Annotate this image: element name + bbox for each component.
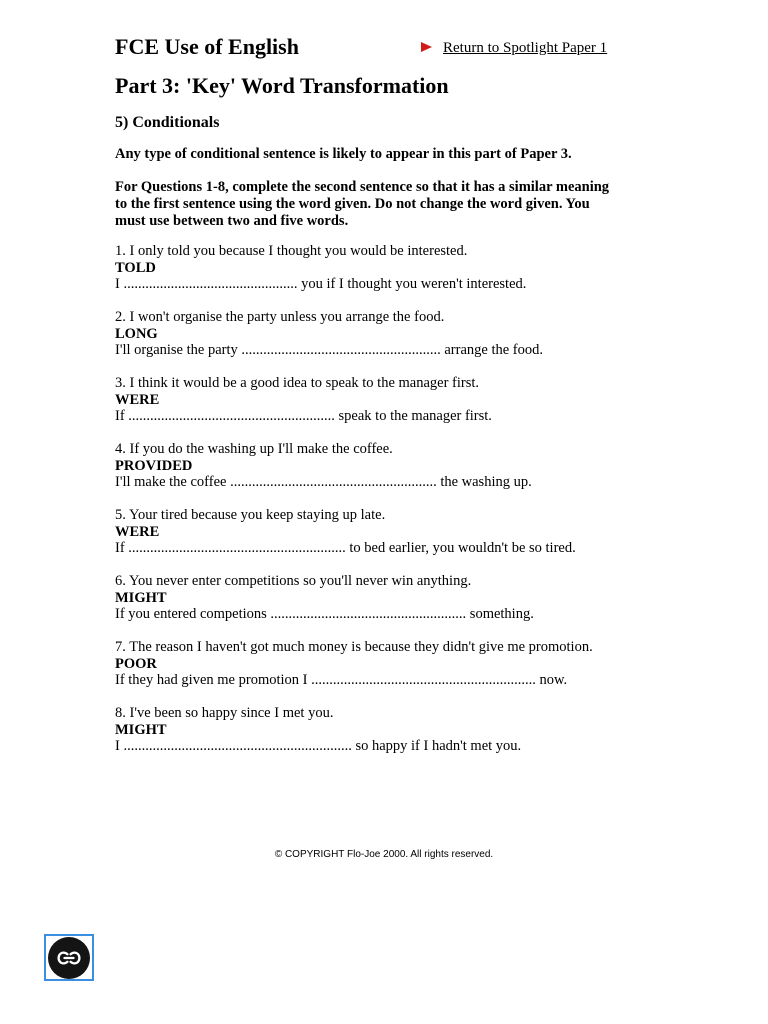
question-list	[115, 243, 625, 771]
question-keyword: LONG	[115, 325, 158, 342]
badge-circle	[48, 937, 90, 979]
question-keyword: WERE	[115, 523, 160, 540]
copyright-notice: © COPYRIGHT Flo-Joe 2000. All rights reserved.	[274, 849, 494, 860]
question-answer-line: If they had given me promotion I .............................................................. now.	[115, 672, 568, 688]
question-answer-line: If you entered competions ...................................................... something.	[115, 606, 534, 622]
question-item	[115, 441, 625, 491]
instructions-text: For Questions 1-8, complete the second sentence so that it has a similar meaning to the first sentence using the word given. Do not change the word given. You must use between two and five words.	[115, 179, 610, 229]
question-item	[115, 375, 625, 425]
question-keyword: PROVIDED	[115, 457, 193, 474]
return-to-spotlight-link[interactable]: Return to Spotlight Paper 1	[443, 40, 608, 56]
question-item	[115, 573, 625, 623]
question-sentence: 1. I only told you because I thought you would be interested.	[115, 243, 468, 259]
question-sentence: 2. I won't organise the party unless you arrange the food.	[115, 309, 445, 325]
question-item	[115, 507, 625, 557]
question-keyword: MIGHT	[115, 589, 167, 606]
question-sentence: 4. If you do the washing up I'll make the coffee.	[115, 441, 393, 457]
floating-badge-button[interactable]	[44, 934, 94, 981]
section-title: 5) Conditionals	[115, 114, 220, 131]
intro-text: Any type of conditional sentence is likely to appear in this part of Paper 3.	[115, 146, 572, 162]
question-item	[115, 639, 625, 689]
question-keyword: WERE	[115, 391, 160, 408]
question-item	[115, 705, 625, 755]
site-title: FCE Use of English	[115, 34, 299, 59]
question-keyword: POOR	[115, 655, 157, 672]
part-title: Part 3: 'Key' Word Transformation	[115, 73, 449, 98]
question-answer-line: I ............................................................... so happy if I hadn't met you.	[115, 738, 522, 754]
infinity-link-icon	[57, 950, 81, 966]
question-sentence: 8. I've been so happy since I met you.	[115, 705, 334, 721]
question-keyword: TOLD	[115, 259, 156, 276]
question-sentence: 7. The reason I haven't got much money is because they didn't give me promotion.	[115, 639, 593, 655]
question-sentence: 5. Your tired because you keep staying up late.	[115, 507, 386, 523]
question-item	[115, 243, 625, 293]
header	[115, 33, 635, 63]
question-answer-line: If ............................................................ to bed earlier, you wouldn't be so tired.	[115, 540, 576, 556]
question-keyword: MIGHT	[115, 721, 167, 738]
question-sentence: 3. I think it would be a good idea to speak to the manager first.	[115, 375, 480, 391]
question-sentence: 6. You never enter competitions so you'll never win anything.	[115, 573, 472, 589]
question-item	[115, 309, 625, 359]
question-answer-line: I'll organise the party ....................................................... arrange the food.	[115, 342, 543, 358]
red-triangle-arrow-icon[interactable]	[421, 42, 432, 52]
question-answer-line: If ......................................................... speak to the manager first.	[115, 408, 492, 424]
question-answer-line: I'll make the coffee ......................................................... the washing up.	[115, 474, 532, 490]
question-answer-line: I ................................................ you if I thought you weren't interested.	[115, 276, 527, 292]
